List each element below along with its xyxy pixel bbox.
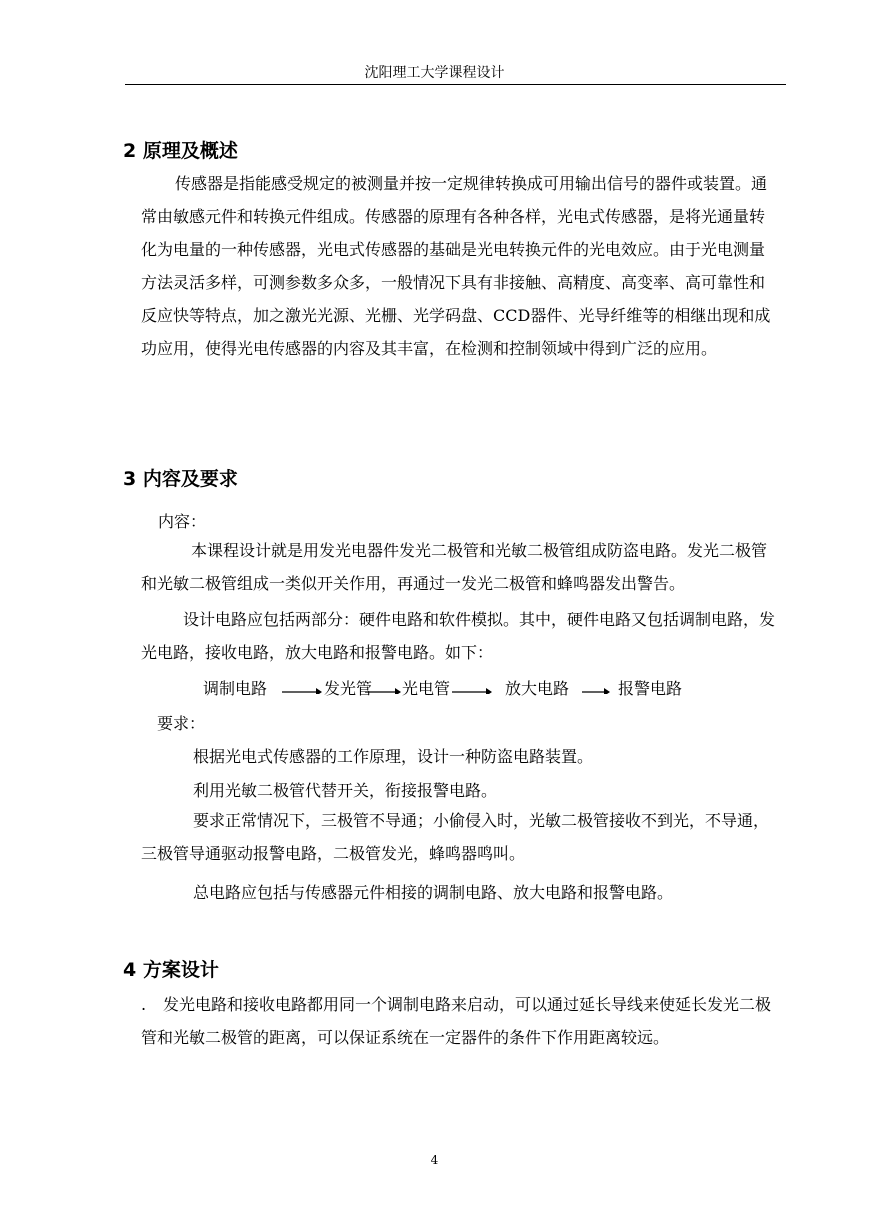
requirement-4: 总电路应包括与传感器元件相接的调制电路、放大电路和报警电路。 [193,883,674,902]
requirement-3: 要求正常情况下，三极管不导通；小偷侵入时，光敏二极管接收不到光，不导通，三极管导通驱动报警电路，二极管发光，蜂鸣器鸣叫。 [141,811,770,863]
flow-step-amplifier: 放大电路 [505,679,570,698]
flow-step-alarm: 报警电路 [618,679,683,698]
content-paragraph-1: 本课程设计就是用发光电器件发光二极管和光敏二极管组成防盗电路。发光二极管和光敏二极管组成一类似开关作用，再通过一发光二极管和蜂鸣器发出警告。 [141,541,768,593]
flow-arrow-icon [582,682,610,694]
requirement-2: 利用光敏二极管代替开关，衔接报警电路。 [193,781,498,800]
section-2-heading: 2 原理及概述 [123,140,238,162]
section-4-paragraph: 发光电路和接收电路都用同一个调制电路来启动，可以通过延长导线来使延长发光二极管和光敏二极管的距离，可以保证系统在一定器件的条件下作用距离较远。 [141,995,772,1047]
content-paragraph-2: 设计电路应包括两部分：硬件电路和软件模拟。其中，硬件电路又包括调制电路，发光电路，接收电路，放大电路和报警电路。如下： [141,610,776,662]
flow-step-emitter: 发光管 [324,679,373,698]
header-rule [125,84,786,85]
bullet-mark: . [141,995,147,1014]
section-2-paragraph: 传感器是指能感受规定的被测量并按一定规律转换成可用输出信号的器件或装置。通常由敏感元件和转换元件组成。传感器的原理有各种各样，光电式传感器，是将光通量转化为电量的一种传感器，光电式传感器的基础是光电转换元件的光电效应。由于光电测量方法灵活多样，可测参数多众多，一般情况下具有非接触、高精度、高变率、高可靠性和反应快等特点，加之激光光源、光栅、光学码盘、CCD器件、光导纤维等的相继出现和成功应用，使得光电传感器的内容及其丰富，在检测和控制领域中得到广泛的应用。 [141,174,771,358]
flow-step-photocell: 光电管 [402,679,451,698]
section-3-heading: 3 内容及要求 [123,468,238,490]
page-number: 4 [430,1153,439,1167]
content-label: 内容： [158,512,207,531]
page-header-title: 沈阳理工大学课程设计 [364,65,505,81]
requirement-1: 根据光电式传感器的工作原理，设计一种防盗电路装置。 [193,747,594,766]
flow-arrow-icon [282,682,322,694]
flow-step-modulation: 调制电路 [203,679,268,698]
flow-arrow-icon [365,682,401,694]
requirements-label: 要求： [157,714,206,733]
flow-arrow-icon [452,682,492,694]
circuit-flow-diagram [0,676,869,700]
section-4-heading: 4 方案设计 [123,959,219,981]
